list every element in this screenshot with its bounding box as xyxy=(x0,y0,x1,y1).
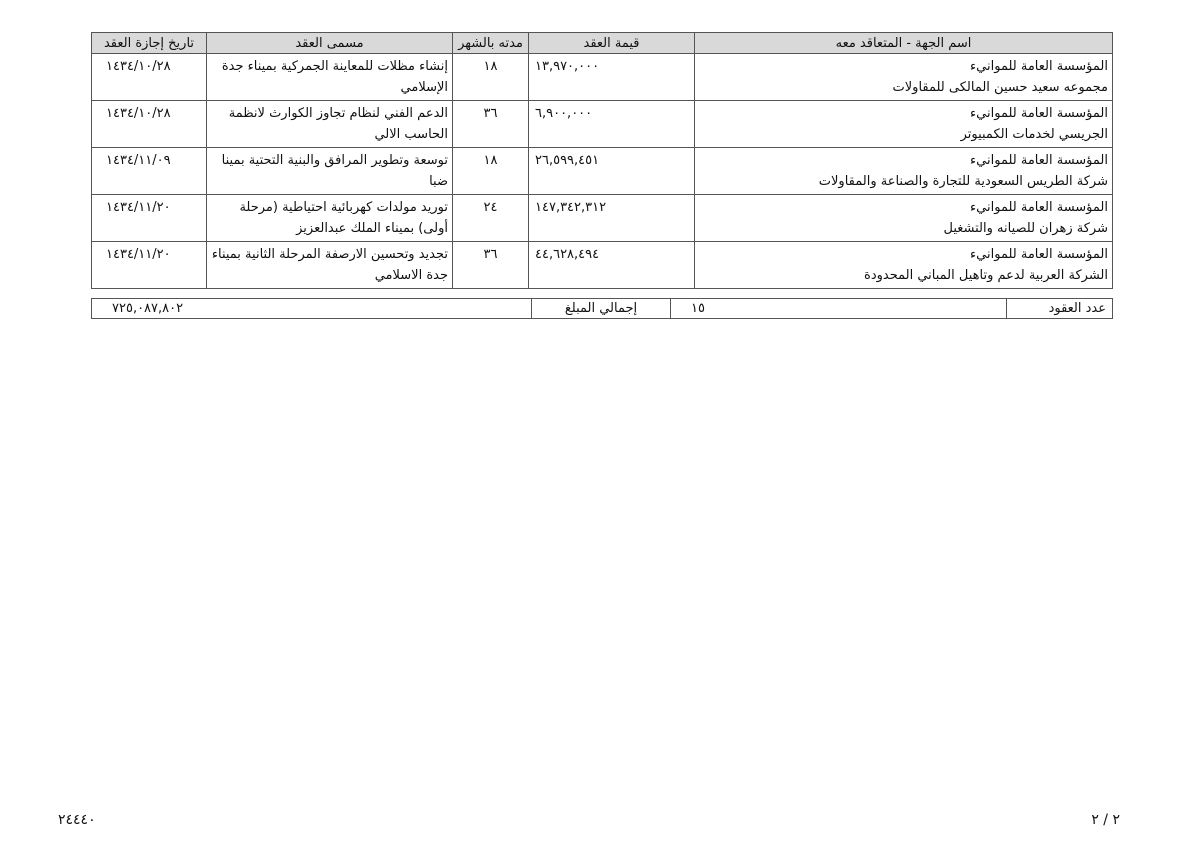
value-cell: ١٤٧,٣٤٢,٣١٢ xyxy=(529,195,695,242)
entity-contractor: شركة زهران للصيانه والتشغيل xyxy=(943,221,1108,236)
contract-count-value: ١٥ xyxy=(671,299,1007,319)
table-row xyxy=(92,101,1113,148)
duration-cell: ١٨ xyxy=(453,54,529,101)
duration-cell: ٢٤ xyxy=(453,195,529,242)
total-amount-value: ٧٢٥,٠٨٧,٨٠٢ xyxy=(92,299,532,319)
header-value: قيمة العقد xyxy=(529,33,695,54)
entity-cell xyxy=(695,54,1113,101)
summary-table xyxy=(91,298,1113,319)
contracts-table xyxy=(91,32,1113,289)
entity-contractor: الشركة العربية لدعم وتاهيل المباني المحدودة xyxy=(864,268,1108,283)
header-duration: مدته بالشهر xyxy=(453,33,529,54)
contract-name-cell: إنشاء مظلات للمعاينة الجمركية بميناء جدة الإسلامي xyxy=(207,54,453,101)
duration-cell: ٣٦ xyxy=(453,242,529,289)
date-cell: ١٤٣٤/١١/٠٩ xyxy=(92,148,207,195)
table-row xyxy=(92,242,1113,289)
summary-row xyxy=(92,299,1113,319)
entity-org: المؤسسة العامة للموانيء xyxy=(970,153,1108,168)
entity-cell xyxy=(695,195,1113,242)
entity-contractor: مجموعه سعيد حسين المالكى للمقاولات xyxy=(892,80,1108,95)
contract-name-cell: توريد مولدات كهربائية احتياطية (مرحلة أولى) بميناء الملك عبدالعزيز xyxy=(207,195,453,242)
entity-cell xyxy=(695,148,1113,195)
contract-name-cell: الدعم الفني لنظام تجاوز الكوارث لانظمة الحاسب الالي xyxy=(207,101,453,148)
entity-contractor: شركة الطريس السعودية للتجارة والصناعة والمقاولات xyxy=(818,174,1108,189)
contract-count-label: عدد العقود xyxy=(1007,299,1113,319)
duration-cell: ١٨ xyxy=(453,148,529,195)
entity-org: المؤسسة العامة للموانيء xyxy=(970,200,1108,215)
value-cell: ٢٦,٥٩٩,٤٥١ xyxy=(529,148,695,195)
entity-org: المؤسسة العامة للموانيء xyxy=(970,106,1108,121)
contract-name-cell: تجديد وتحسين الارصفة المرحلة الثانية بميناء جدة الاسلامي xyxy=(207,242,453,289)
date-cell: ١٤٣٤/١٠/٢٨ xyxy=(92,54,207,101)
table-row xyxy=(92,195,1113,242)
document-number: ٢٤٤٤٠ xyxy=(58,812,96,828)
page-number: ٢ / ٢ xyxy=(1091,812,1120,828)
table-row xyxy=(92,54,1113,101)
entity-cell xyxy=(695,101,1113,148)
value-cell: ٤٤,٦٢٨,٤٩٤ xyxy=(529,242,695,289)
date-cell: ١٤٣٤/١٠/٢٨ xyxy=(92,101,207,148)
date-cell: ١٤٣٤/١١/٢٠ xyxy=(92,242,207,289)
table-header-row xyxy=(92,33,1113,54)
total-amount-label: إجمالي المبلغ xyxy=(532,299,671,319)
entity-contractor: الجريسي لخدمات الكمبيوتر xyxy=(960,127,1108,142)
entity-cell xyxy=(695,242,1113,289)
contract-name-cell: توسعة وتطوير المرافق والبنية التحتية بمينا ضبا xyxy=(207,148,453,195)
entity-org: المؤسسة العامة للموانيء xyxy=(970,59,1108,74)
entity-org: المؤسسة العامة للموانيء xyxy=(970,247,1108,262)
header-name: مسمى العقد xyxy=(207,33,453,54)
header-date: تاريخ إجازة العقد xyxy=(92,33,207,54)
value-cell: ١٣,٩٧٠,٠٠٠ xyxy=(529,54,695,101)
header-entity: اسم الجهة - المتعاقد معه xyxy=(695,33,1113,54)
value-cell: ٦,٩٠٠,٠٠٠ xyxy=(529,101,695,148)
duration-cell: ٣٦ xyxy=(453,101,529,148)
date-cell: ١٤٣٤/١١/٢٠ xyxy=(92,195,207,242)
table-row xyxy=(92,148,1113,195)
